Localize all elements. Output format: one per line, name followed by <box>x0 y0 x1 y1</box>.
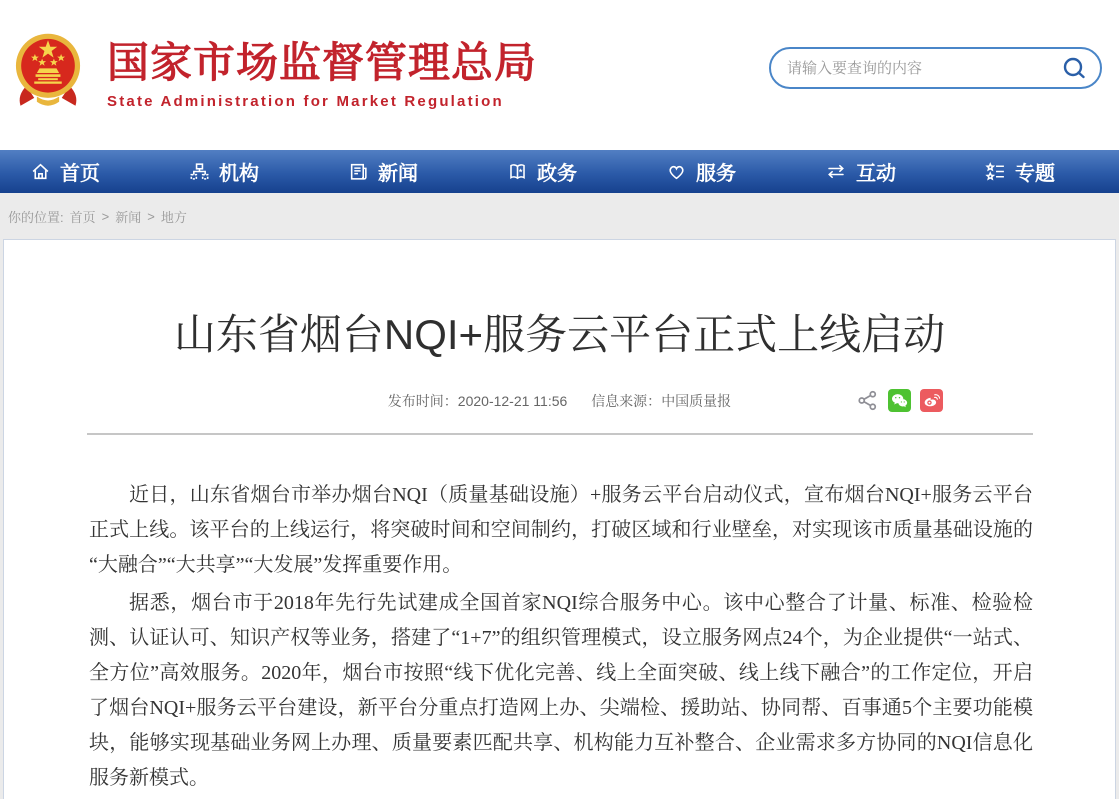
share-bar <box>856 389 943 412</box>
nav-label: 政务 <box>537 163 577 185</box>
brand <box>107 40 537 110</box>
nav-item-interact[interactable] <box>825 157 896 186</box>
search-input[interactable] <box>787 60 1060 77</box>
article-body <box>4 435 1115 796</box>
share-button[interactable] <box>856 389 879 412</box>
exchange-arrows-icon <box>825 161 847 182</box>
star-list-icon <box>985 161 1006 182</box>
site-title-en: State Administration for Market Regulation <box>107 93 504 111</box>
national-emblem-icon <box>12 26 84 116</box>
breadcrumb-prefix: 你的位置: <box>8 209 64 225</box>
article-card <box>3 239 1116 799</box>
news-icon <box>348 161 369 182</box>
nav-label: 首页 <box>60 163 100 185</box>
nav-item-topics[interactable] <box>985 157 1055 186</box>
breadcrumb-item-home[interactable]: 首页 <box>69 209 96 225</box>
nav-label: 服务 <box>696 163 736 185</box>
breadcrumb-item-local[interactable]: 地方 <box>160 209 187 225</box>
nav-label: 互动 <box>856 163 896 185</box>
breadcrumb-separator: > <box>101 208 110 224</box>
article-title: 山东省烟台NQI+服务云平台正式上线启动 <box>173 311 946 358</box>
share-icon <box>856 389 879 412</box>
search-button[interactable] <box>1060 54 1088 82</box>
weibo-icon <box>920 389 943 412</box>
site-title-cn: 国家市场监督管理总局 <box>107 39 538 86</box>
article-meta <box>4 389 1115 413</box>
nav-item-home[interactable] <box>30 157 100 186</box>
publish-time: 发布时间：2020-12-21 11:56 <box>387 393 568 409</box>
nav-item-org[interactable] <box>189 157 259 186</box>
nav-label: 专题 <box>1015 163 1055 185</box>
home-icon <box>30 161 51 182</box>
search-box <box>769 47 1102 89</box>
breadcrumb-item-news[interactable]: 新闻 <box>115 209 142 225</box>
org-chart-icon <box>189 161 210 182</box>
wechat-share-button[interactable] <box>888 389 911 412</box>
main-nav <box>0 150 1119 193</box>
site-header <box>0 0 1119 150</box>
breadcrumb <box>0 193 1119 239</box>
info-source: 信息来源：中国质量报 <box>591 393 732 409</box>
weibo-share-button[interactable] <box>920 389 943 412</box>
nav-label: 新闻 <box>378 163 418 185</box>
nav-item-news[interactable] <box>348 157 418 186</box>
heart-icon <box>666 161 687 182</box>
gov-affairs-icon <box>507 161 528 182</box>
wechat-icon <box>888 389 911 412</box>
breadcrumb-separator: > <box>147 208 155 224</box>
nav-label: 机构 <box>219 163 259 185</box>
search-icon <box>1061 55 1087 81</box>
nav-item-service[interactable] <box>666 157 736 186</box>
paragraph: 近日，山东省烟台市举办烟台NQI（质量基础设施）+服务云平台启动仪式，宣布烟台NQI+服务云平台正式上线。该平台的上线运行，将突破时间和空间制约，打破区域和行业壁垒，对实现该市质量基础设施的“大融合”“大共享”“大发展”发挥重要作用。 <box>89 484 1033 576</box>
paragraph: 据悉，烟台市于2018年先行先试建成全国首家NQI综合服务中心。该中心整合了计量、标准、检验检测、认证认可、知识产权等业务，搭建了“1+7”的组织管理模式，设立服务网点24个，为企业提供“一站式、全方位”高效服务。2020年，烟台市按照“线下优化完善、线上全面突破、线上线下融合”的工作定位，开启了烟台NQI+服务云平台建设，新平台分重点打造网上办、尖端检、援助站、协同帮、百事通5个主要功能模块，能够实现基础业务网上办理、质量要素匹配共享、机构能力互补整合、企业需求多方协同的NQI信息化服务新模式。 <box>89 592 1033 789</box>
nav-item-gov[interactable] <box>507 157 577 186</box>
